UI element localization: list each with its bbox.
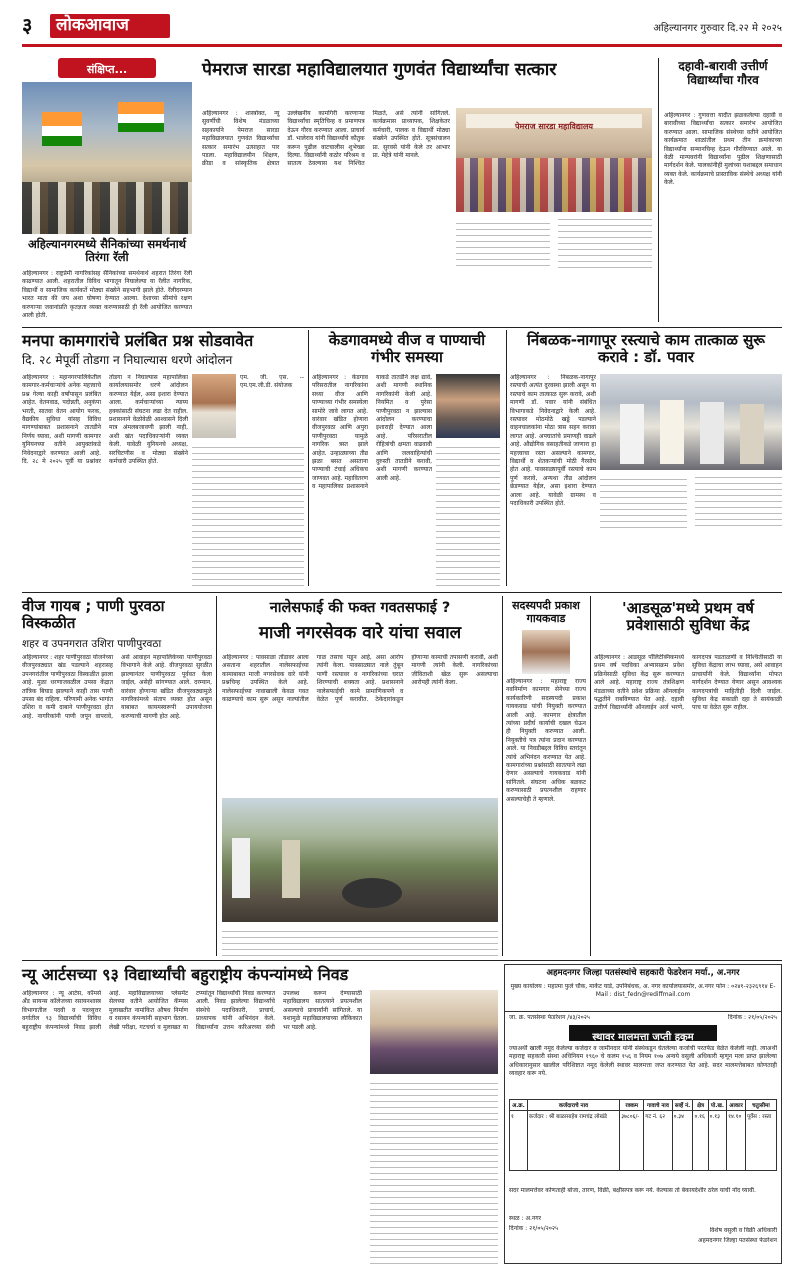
notice-table-cell: कर्जदार : श्री बाळासाहेब रामचंद्र लोखंडे — [527, 1111, 619, 1171]
sanxipt-box — [22, 58, 192, 322]
kedgaon-person-photo — [436, 374, 500, 438]
manapa-subtitle: दि. २८ मेपूर्वी तोडगा न निघाल्यास धरणे आंदोलन — [22, 353, 233, 367]
dahavi-title: दहावी-बारावी उत्तीर्ण विद्यार्थ्यांचा गौरव — [678, 59, 768, 87]
newarts-body: अहिल्यानगर : न्यू आर्टस, कॉमर्स अँड सायन्स कॉलेजच्या रसायनशास्त्र विभागातील पदवी व पदव्युत्तर वर्गातील ९३ विद्यार्थ्यांची विविध बहुराष्ट्रीय कंपन्यांमध्ये निवड झाली आहे. महाविद्यालयाच्या प्लेसमेंट सेलच्या वतीने आयोजित कॅम्पस मुलाखतीत नामांकित औषध निर्माण व रसायन कंपन्यांनी सहभाग घेतला. लेखी परीक्षा, गटचर्चा व मुलाखत या टप्प्यांतून विद्यार्थ्यांची निवड करण्यात आली. निवड झालेल्या विद्यार्थ्यांचे संस्थेचे पदाधिकारी, प्राचार्य, प्राध्यापक यांनी अभिनंदन केले. विद्यार्थ्यांना उत्तम करिअरच्या संधी उपलब्ध करून देण्यासाठी महाविद्यालय सातत्याने प्रयत्नशील असल्याचे प्राचार्यांनी सांगितले. या यशामुळे महाविद्यालयाच्या लौकिकात भर पडली आहे. — [22, 990, 362, 1031]
notice-table-header: सर्व्हे नं. — [672, 1100, 693, 1111]
sanxipt-body: अहिल्यानगर : राष्ट्रप्रेमी नागरिकांसह सैनिकांच्या समर्थनार्थ शहरात तिरंगा रॅली काढण्यात आली. शहरातील विविध भागातून निघालेल्या या रॅलीत नागरिक, विद्यार्थी व सामाजिक कार्यकर्ते मोठ्या संख्येने सहभागी झाले होते. रॅलीदरम्यान भारत माता की जय अशा घोषणा देण्यात आल्या. देशाच्या सीमांचे रक्षण करणाऱ्या जवानांप्रति कृतज्ञता व्यक्त करण्यासाठी ही रॅली आयोजित करण्यात आली होती. — [22, 270, 192, 320]
notice-table-cell: गट नं. ६२ — [644, 1111, 672, 1171]
nale-body-2 — [222, 926, 498, 956]
nimblak-body-2 — [600, 474, 782, 586]
notice-table — [509, 1099, 777, 1171]
manapa-title: मनपा कामगारांचे प्रलंबित प्रश्न सोडवावेत — [22, 331, 254, 350]
notice-table-header: चतुःसीमा — [745, 1100, 776, 1111]
newarts-title: न्यू आर्टसच्या ९३ विद्यार्थ्यांची बहुराष्ट्रीय कंपन्यांमध्ये निवड — [22, 965, 349, 984]
notice-table-header: गावाचे नाव — [644, 1100, 672, 1111]
nimblak-body: अहिल्यानगर : निंबळक-नागापूर रस्त्याची अत्यंत दुरवस्था झाली असून या रस्त्याचे काम तात्काळ सुरू करावे, अशी मागणी डॉ. पवार यांनी संबंधित विभागाकडे निवेदनाद्वारे केली आहे. रस्त्यावर मोठमोठे खड्डे पडल्याने वाहनचालकांना मोठा त्रास सहन करावा लागत आहे. अपघातांचे प्रमाणही वाढले आहे. औद्योगिक वसाहतीकडे जाणारा हा महत्त्वाचा रस्ता असल्याने कामगार, विद्यार्थी व शेतकऱ्यांची मोठी गैरसोय होत आहे. पावसाळ्यापूर्वी रस्त्याचे काम पूर्ण करावे, अन्यथा तीव्र आंदोलन छेडण्यात येईल, असा इशारा देण्यात आला आहे. यावेळी ग्रामस्थ व पदाधिकारी उपस्थित होते. — [510, 374, 596, 508]
veej-body: अहिल्यानगर : शहर पाणीपुरवठा योजनेच्या वीजपुरवठ्यात खंड पडल्याने शहरासह उपनगरांतील पाणीपुरवठा विस्कळीत झाला आहे. मुळा धरणाजवळील उपसा केंद्रात तांत्रिक बिघाड झाल्याने काही तास पाणी उपसा बंद राहिला. परिणामी अनेक भागांत उशिरा व कमी दाबाने पाणीपुरवठा होत आहे. नागरिकांनी पाणी जपून वापरावे, असे आवाहन महापालिकेच्या पाणीपुरवठा विभागाने केले आहे. वीजपुरवठा सुरळीत झाल्यानंतर पाणीपुरवठा पूर्ववत केला जाईल, असेही सांगण्यात आले. दरम्यान, वारंवार होणाऱ्या खंडित वीजपुरवठ्यामुळे नागरिकांमध्ये संताप व्यक्त होत असून याबाबत कायमस्वरूपी उपाययोजना करण्याची मागणी होत आहे. — [22, 654, 212, 720]
premraj-body-2 — [456, 218, 652, 322]
masthead — [22, 10, 782, 44]
nale-photo — [222, 798, 498, 922]
manapa-body: अहिल्यानगर : महानगरपालिकेतील कामगार-कर्मचाऱ्यांचे अनेक महत्त्वाचे प्रश्न गेल्या काही वर्षांपासून प्रलंबित आहेत. वेतनवाढ, पदोन्नती, अनुकंपा भरती, सातवा वेतन आयोग फरक, वैद्यकीय सुविधा यांसह विविध मागण्यांबाबत प्रशासनाने तातडीने निर्णय घ्यावा, अशी मागणी कामगार युनियनच्या वतीने आयुक्तांकडे निवेदनाद्वारे करण्यात आली आहे. दि. २८ मे २०२५ पूर्वी या प्रश्नांवर तोडगा न निघाल्यास महापालिका कार्यालयासमोर धरणे आंदोलन करण्यात येईल, असा इशारा देण्यात आला. कर्मचाऱ्यांच्या न्याय्य हक्कांसाठी संघटना लढा देत राहील. प्रशासनाने वेळोवेळी आश्वासने दिली मात्र अंमलबजावणी झाली नाही, अशी खंत पदाधिकाऱ्यांनी व्यक्त केली. यावेळी युनियनचे अध्यक्ष, सरचिटणीस व मोठ्या संख्येने कर्मचारी उपस्थित होते. — [22, 374, 188, 466]
notice-table-header: पो.ख. — [708, 1100, 726, 1111]
sadasya-title: सदस्यपदी प्रकाश गायकवाड — [512, 599, 580, 625]
notice-table-header: क्षेत्र — [693, 1100, 708, 1111]
nimblak-photo — [600, 374, 782, 470]
nale-title: माजी नगरसेवक वारे यांचा सवाल — [258, 623, 462, 643]
notice-header1: अहमदनगर जिल्हा पतसंस्थांचे सहकारी फेडरेशन मर्या., अ.नगर — [546, 968, 740, 978]
edition-line: अहिल्यानगर गुरुवार दि.२२ मे २०२५ — [653, 23, 782, 34]
premraj-body: अहिल्यानगर : शास्त्रोक्त, न्यू सुवर्णीची विशेष मंडळाच्या सहकार्याने पेमराज सारडा महाविद्यालयात गुणवंत विद्यार्थ्यांचा सत्कार समारंभ उत्साहात पार पडला. महाविद्यालयीन शिक्षण, क्रीडा व सांस्कृतिक क्षेत्रात उल्लेखनीय कामगिरी करणाऱ्या विद्यार्थ्यांचा स्मृतिचिन्ह व प्रमाणपत्र देऊन गौरव करण्यात आला. प्राचार्य डॉ. भालेराव यांनी विद्यार्थ्यांचे कौतुक करून पुढील वाटचालीस शुभेच्छा दिल्या. विद्यार्थ्यांनी कठोर परिश्रम व सातत्य ठेवल्यास यश निश्चित मिळते, असे त्यांनी सांगितले. कार्यक्रमास प्राध्यापक, शिक्षकेतर कर्मचारी, पालक व विद्यार्थी मोठ्या संख्येने उपस्थित होते. सूत्रसंचालन प्रा. सुरवसे यांनी केले तर आभार प्रा. मेहेत्रे यांनी मानले. — [202, 110, 450, 168]
notice-table-header: रक्कम — [620, 1100, 644, 1111]
newarts-photo — [370, 990, 498, 1074]
page-number: ३ — [22, 13, 33, 37]
notice-place: स्थळ : अ.नगर — [509, 1215, 542, 1222]
sanxipt-caption: अहिल्यानगरमध्ये सैनिकांच्या समर्थनार्थ तिरंगा रॅली — [27, 237, 187, 265]
manapa-body-2 — [192, 442, 304, 586]
adsul-body: अहिल्यानगर : आडसूळ पॉलिटेक्निकमध्ये प्रथम वर्ष पदविका अभ्यासक्रम प्रवेश प्रक्रियेसाठी सुविधा केंद्र सुरू करण्यात आले आहे. महाराष्ट्र राज्य तंत्रशिक्षण मंडळाच्या वतीने प्रवेश प्रक्रिया ऑनलाईन पद्धतीने राबविण्यात येत आहे. दहावी उत्तीर्ण विद्यार्थ्यांनी ऑनलाईन अर्ज भरणे, कागदपत्र पडताळणी व निश्चितीसाठी या सुविधा केंद्राचा लाभ घ्यावा, असे आवाहन प्राचार्यांनी केले. विद्यार्थ्यांना मोफत मार्गदर्शन देण्यात येणार असून आवश्यक कागदपत्रांची माहितीही दिली जाईल. सुविधा केंद्र सकाळी दहा ते सायंकाळी पाच या वेळेत सुरू राहील. — [594, 654, 782, 712]
notice-header2: मुख्य कार्यालय : महात्मा फुले चौक, मार्केट यार्ड, उपनिबंधक, अ. नगर कार्यालयासमोर, अ.नगर फोन : ०२४१-२३२६९१४ E-Mail : dist_fedn@rediffmail.com — [510, 983, 776, 999]
nale-body: अहिल्यानगर : पावसाळा तोंडावर आला असताना शहरातील नालेसफाईच्या कामाबाबत माजी नगरसेवक वारे यांनी प्रश्नचिन्ह उपस्थित केले आहे. नालेसफाईच्या नावाखाली केवळ गवत काढण्याचे काम सुरू असून नाल्यांतील गाळ तसाच पडून आहे, असा आरोप त्यांनी केला. पावसाळ्यात नाले तुंबून पाणी रस्त्यावर व नागरिकांच्या घरात शिरण्याची शक्यता आहे. प्रशासनाने नालेसफाईची कामे प्रामाणिकपणे व वेळेत पूर्ण करावीत. ठेकेदारांकडून होणाऱ्या कामाची तपासणी करावी, अशी मागणी त्यांनी केली. नागरिकांच्या जीविताशी खेळ सुरू असल्याचा आरोपही त्यांनी केला. — [222, 654, 498, 704]
kedgaon-body-2 — [436, 442, 500, 586]
notice-intro: ज्याअर्थी खाली नमूद केलेल्या कर्जदार व जामीनदार यांनी संस्थेकडून घेतलेल्या कर्जाची परतफेड वेळेत केलेली नाही. त्याअर्थी महाराष्ट्र सहकारी संस्था अधिनियम १९६० चे कलम १५६ व नियम १०७ अन्वये वसुली अधिकारी म्हणून मला प्राप्त झालेल्या अधिकारानुसार खालील परिशिष्टात नमूद केलेली स्थावर मालमत्ता जप्त करण्यात येत आहे. सदर मालमत्तेबाबत कोणताही व्यवहार करू नये. — [509, 1045, 777, 1078]
premraj-banner: पेमराज सारडा महाविद्यालय — [466, 114, 642, 128]
manapa-person-photo — [192, 374, 236, 438]
notice-signature2: अहमदनगर जिल्हा पतसंस्था फेडरेशन — [698, 1237, 777, 1244]
kedgaon-title: केडगावमध्ये वीज व पाण्याची गंभीर समस्या — [328, 331, 486, 367]
notice-table-cell: १ — [510, 1111, 528, 1171]
veej-title: वीज गायब ; पाणी पुरवठा विस्कळीत — [22, 597, 165, 633]
notice-date: दिनांक : २१/०५/२०२५ — [509, 1225, 559, 1232]
notice-table-cell: ३७८०६/- — [620, 1111, 644, 1171]
premraj-title: पेमराज सारडा महाविद्यालयात गुणवंत विद्यार्थ्यांचा सत्कार — [202, 60, 557, 80]
veej-subtitle: शहर व उपनगरात उशिरा पाणीपुरवठा — [22, 638, 162, 650]
notice-table-header: कर्जदाराचे नाव — [527, 1100, 619, 1111]
nimblak-title: निंबळक-नागापूर रस्त्याचे काम तात्काळ सुरू करावे : डॉ. पवार — [527, 331, 765, 367]
notice-table-cell: ०.१३ — [708, 1111, 726, 1171]
premraj-photo — [456, 108, 652, 212]
rally-photo — [22, 82, 192, 234]
manapa-person-caption: एम. जी. एस. -- एम.एम.जी.डी. संयोजक — [240, 374, 304, 390]
notice-ref-left: जा. क्र. पतसंस्था फेडरेशन /४३/२०२५ — [509, 1014, 591, 1021]
kedgaon-body: अहिल्यानगर : केडगाव परिसरातील नागरिकांना सध्या वीज आणि पाण्याच्या गंभीर समस्येला सामोरे जावे लागत आहे. वारंवार खंडित होणारा वीजपुरवठा आणि अपुरा पाणीपुरवठा यामुळे नागरिक त्रस्त झाले आहेत. उन्हाळ्याच्या तीव्र झळा बसत असताना पाण्याची टंचाई अधिकच जाणवत आहे. महावितरण व महापालिका प्रशासनाने याकडे तातडीने लक्ष द्यावे, अशी मागणी स्थानिक नागरिकांनी केली आहे. नियमित व पुरेसा पाणीपुरवठा न झाल्यास आंदोलन करण्याचा इशाराही देण्यात आला आहे. परिसरातील रोहित्रांची क्षमता वाढवावी आणि जलवाहिन्यांची दुरुस्ती तातडीने करावी, अशी मागणी करण्यात आली आहे. — [312, 374, 432, 491]
adsul-title: 'आडसूळ'मध्ये प्रथम वर्ष प्रवेशासाठी सुविधा केंद्र — [622, 599, 754, 635]
nale-kicker: नालेसफाई की फक्त गवतसफाई ? — [269, 600, 451, 616]
notice-table-cell: ०.३४ — [672, 1111, 693, 1171]
notice-ref-right: दिनांक : २१/०५/२०२५ — [727, 1014, 777, 1021]
dahavi-body: अहिल्यानगर : गुणवत्ता यादीत झळकलेल्या दहावी व बारावीच्या विद्यार्थ्यांचा सत्कार समारंभ आयोजित करण्यात आला. सामाजिक संस्थेच्या वतीने आयोजित कार्यक्रमात शाळांतील प्रथम तीन क्रमांकाच्या विद्यार्थ्यांना सन्मानचिन्ह देऊन गौरविण्यात आले. या वेळी मान्यवरांनी विद्यार्थ्यांना पुढील शिक्षणासाठी मार्गदर्शन केले. पालकांनीही मुलांच्या यशाबद्दल समाधान व्यक्त केले. कार्यक्रमाचे प्रास्ताविक संस्थेचे अध्यक्ष यांनी केले. — [664, 112, 782, 187]
notice-table-header: अ.क्र. — [510, 1100, 528, 1111]
sadasya-body: अहिल्यानगर : महाराष्ट्र राज्य नवनिर्माण कामगार सेनेच्या राज्य कार्यकारिणी सदस्यपदी प्रकाश गायकवाड यांची नियुक्ती करण्यात आली आहे. कामगार क्षेत्रातील त्यांच्या प्रदीर्घ कार्याची दखल घेऊन ही नियुक्ती करण्यात आली. नियुक्तीचे पत्र त्यांना प्रदान करण्यात आले. या निवडीबद्दल विविध स्तरांतून त्यांचे अभिनंदन करण्यात येत आहे. कामगारांच्या प्रश्नांसाठी सातत्याने लढा देणार असल्याचे गायकवाड यांनी सांगितले. संघटना अधिक बळकट करण्यासाठी प्रयत्नशील राहणार असल्याचेही ते म्हणाले. — [506, 678, 586, 803]
paper-name: लोकआवाज — [56, 15, 129, 35]
paper-logo — [50, 14, 170, 38]
notice-table-header: आकार — [727, 1100, 746, 1111]
newarts-body-2 — [370, 1078, 498, 1264]
sanxipt-label: संक्षिप्त... — [58, 58, 156, 78]
notice-footer: सदर मालमत्तेवर कोणताही बोजा, तारण, विक्री, बक्षीसपत्र करू नये. केल्यास तो बेकायदेशीर ठरेल याची नोंद घ्यावी. — [509, 1187, 756, 1194]
notice-table-cell: १४.१० — [727, 1111, 746, 1171]
sadasya-photo — [522, 630, 570, 674]
notice-box — [504, 964, 782, 1264]
notice-table-cell: ०.१६ — [693, 1111, 708, 1171]
masthead-rule — [22, 44, 782, 47]
notice-title-bar: स्थावर मालमत्ता जप्ती हुकूम — [569, 1025, 717, 1041]
notice-table-cell: पूर्वेस : रस्ता — [745, 1111, 776, 1171]
notice-signature: विशेष वसुली व विक्री अधिकारी — [709, 1227, 777, 1234]
